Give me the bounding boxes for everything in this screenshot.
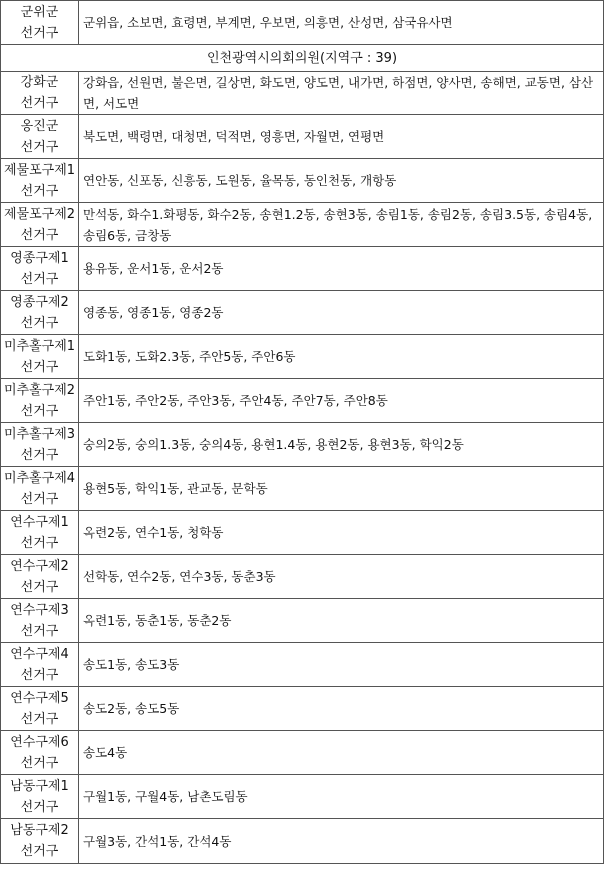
district-areas: 숭의2동, 숭의1.3동, 숭의4동, 용현1.4동, 용현2동, 용현3동, 학익2동	[79, 423, 604, 467]
district-areas: 영종동, 영종1동, 영종2동	[79, 291, 604, 335]
table-row	[1, 555, 604, 599]
district-areas: 옥련1동, 동춘1동, 동춘2동	[79, 599, 604, 643]
district-name: 영종구제2 선거구	[1, 291, 79, 335]
table-row	[1, 731, 604, 775]
district-name: 옹진군 선거구	[1, 115, 79, 159]
district-areas: 구월1동, 구월4동, 남촌도림동	[79, 775, 604, 819]
district-name: 연수구제2 선거구	[1, 555, 79, 599]
district-areas: 선학동, 연수2동, 연수3동, 동춘3동	[79, 555, 604, 599]
section-header-row	[1, 45, 604, 72]
district-name: 연수구제6 선거구	[1, 731, 79, 775]
district-name: 미추홀구제2 선거구	[1, 379, 79, 423]
table-row	[1, 775, 604, 819]
district-areas: 군위읍, 소보면, 효령면, 부계면, 우보면, 의흥면, 산성면, 삼국유사면	[79, 1, 604, 45]
district-areas: 송도2동, 송도5동	[79, 687, 604, 731]
district-name: 연수구제3 선거구	[1, 599, 79, 643]
district-areas: 송도4동	[79, 731, 604, 775]
district-areas: 구월3동, 간석1동, 간석4동	[79, 819, 604, 864]
district-name: 연수구제1 선거구	[1, 511, 79, 555]
district-areas: 용유동, 운서1동, 운서2동	[79, 247, 604, 291]
district-name: 미추홀구제1 선거구	[1, 335, 79, 379]
district-name: 남동구제2 선거구	[1, 819, 79, 864]
district-name: 연수구제4 선거구	[1, 643, 79, 687]
table-row	[1, 599, 604, 643]
table-row	[1, 72, 604, 115]
table-row	[1, 423, 604, 467]
district-areas: 주안1동, 주안2동, 주안3동, 주안4동, 주안7동, 주안8동	[79, 379, 604, 423]
district-name: 군위군 선거구	[1, 1, 79, 45]
district-areas: 옥련2동, 연수1동, 청학동	[79, 511, 604, 555]
table-row	[1, 819, 604, 864]
section-title: 인천광역시의회의원(지역구 : 39)	[1, 45, 604, 72]
table-row	[1, 687, 604, 731]
table-row	[1, 335, 604, 379]
district-areas: 용현5동, 학익1동, 관교동, 문학동	[79, 467, 604, 511]
district-areas: 만석동, 화수1.화평동, 화수2동, 송현1.2동, 송현3동, 송림1동, 송림2동, 송림3.5동, 송림4동, 송림6동, 금창동	[79, 203, 604, 247]
district-name: 연수구제5 선거구	[1, 687, 79, 731]
district-areas: 북도면, 백령면, 대청면, 덕적면, 영흥면, 자월면, 연평면	[79, 115, 604, 159]
district-name: 남동구제1 선거구	[1, 775, 79, 819]
table-row	[1, 643, 604, 687]
district-name: 영종구제1 선거구	[1, 247, 79, 291]
district-name: 미추홀구제3 선거구	[1, 423, 79, 467]
table-row	[1, 1, 604, 45]
table-row	[1, 203, 604, 247]
table-row	[1, 379, 604, 423]
table-row	[1, 467, 604, 511]
district-areas: 연안동, 신포동, 신흥동, 도원동, 율목동, 동인천동, 개항동	[79, 159, 604, 203]
district-areas: 도화1동, 도화2.3동, 주안5동, 주안6동	[79, 335, 604, 379]
district-name: 강화군 선거구	[1, 72, 79, 115]
district-areas: 송도1동, 송도3동	[79, 643, 604, 687]
table-row	[1, 115, 604, 159]
district-name: 미추홀구제4 선거구	[1, 467, 79, 511]
district-name: 제물포구제2 선거구	[1, 203, 79, 247]
district-name: 제물포구제1 선거구	[1, 159, 79, 203]
district-areas: 강화읍, 선원면, 불은면, 길상면, 화도면, 양도면, 내가면, 하점면, 양사면, 송해면, 교동면, 삼산면, 서도면	[79, 72, 604, 115]
table-row	[1, 291, 604, 335]
table-row	[1, 247, 604, 291]
table-row	[1, 511, 604, 555]
table-row	[1, 159, 604, 203]
